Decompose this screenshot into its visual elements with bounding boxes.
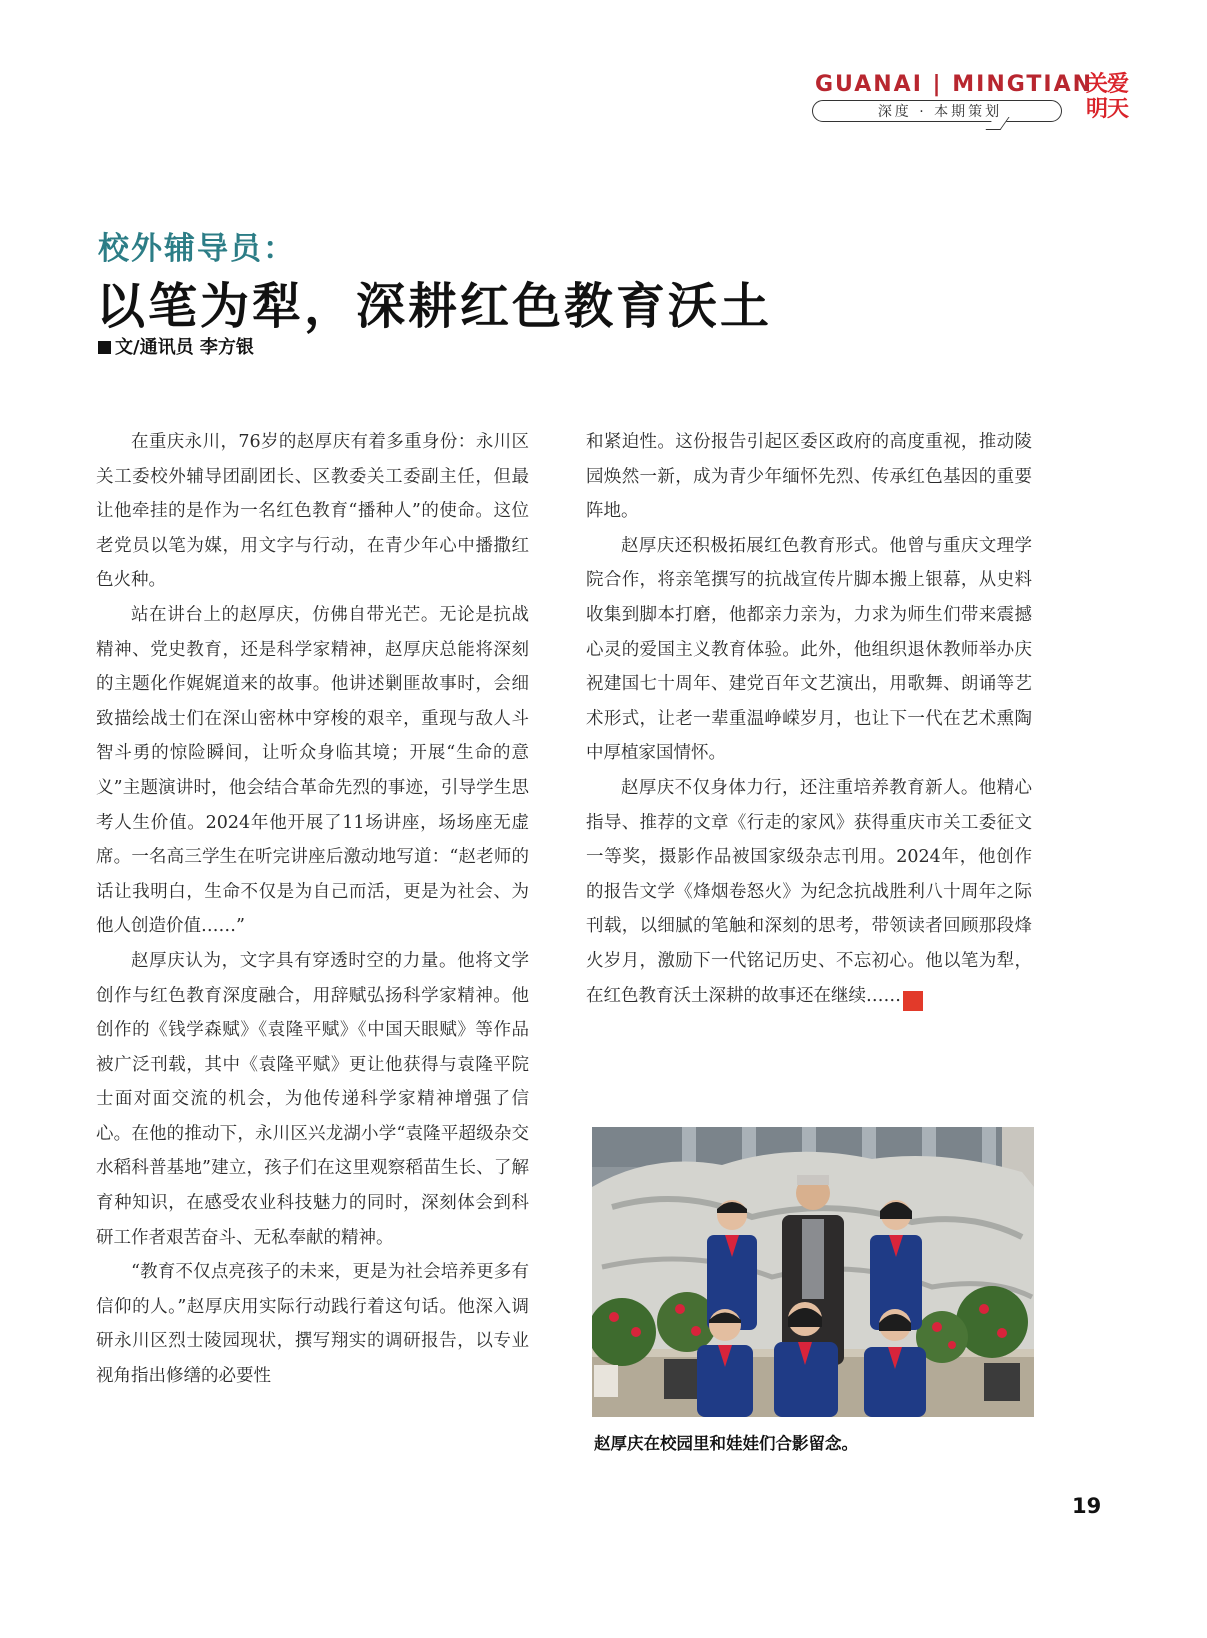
paragraph: 赵厚庆还积极拓展红色教育形式。他曾与重庆文理学院合作，将亲笔撰写的抗战宣传片脚本搬上银幕，从史料收集到脚本打磨，他都亲力亲为，力求为师生们带来震撼心灵的爱国主义教育体验。此外，他组织退休教师举办庆祝建国七十周年、建党百年文艺演出，用歌舞、朗诵等艺术形式，让老一辈重温峥嵘岁月，也让下一代在艺术熏陶中厚植家国情怀。 (586, 535, 1032, 764)
right-column (586, 425, 1032, 1013)
final-paragraph-text: 赵厚庆不仅身体力行，还注重培养教育新人。他精心指导、推荐的文章《行走的家风》获得重庆市关工委征文一等奖，摄影作品被国家级杂志刊用。2024年，他创作的报告文学《烽烟卷怒火》为纪念抗战胜利八十周年之际刊载，以细腻的笔触和深刻的思考，带领读者回顾那段烽火岁月，激励下一代铭记历史、不忘初心。他以笔为犁，在红色教育沃土深耕的故事还在继续…… (586, 777, 1032, 1006)
article-title: 以笔为犁，深耕红色教育沃土 (96, 278, 773, 335)
byline-square-icon (98, 341, 111, 354)
photo-caption: 赵厚庆在校园里和娃娃们合影留念。 (594, 1434, 858, 1453)
left-column (96, 425, 529, 1394)
masthead-english: GUANAI | MINGTIAN (815, 72, 1094, 97)
paragraph: “教育不仅点亮孩子的未来，更是为社会培养更多有信仰的人。”赵厚庆用实际行动践行着这句话。他深入调研永川区烈士陵园现状，撰写翔实的调研报告，以专业视角指出修缮的必要性 (96, 1262, 529, 1387)
final-paragraph (586, 771, 1032, 1013)
end-mark-icon: 关 (903, 991, 923, 1011)
section-label: 深度 · 本期策划 (877, 104, 1003, 120)
article-kicker: 校外辅导员： (98, 231, 296, 267)
byline-text: 文/通讯员 李方银 (115, 337, 254, 358)
page-number: 19 (1072, 1494, 1102, 1518)
group-photo-illustration (592, 1127, 1034, 1417)
logo-line-2: 明天 (1086, 97, 1129, 122)
logo-line-1: 关爱 (1086, 72, 1129, 97)
byline (98, 333, 254, 359)
paragraph: 站在讲台上的赵厚庆，仿佛自带光芒。无论是抗战精神、党史教育，还是科学家精神，赵厚庆总能将深刻的主题化作娓娓道来的故事。他讲述剿匪故事时，会细致描绘战士们在深山密林中穿梭的艰辛，重现与敌人斗智斗勇的惊险瞬间，让听众身临其境；开展“生命的意义”主题演讲时，他会结合革命先烈的事迹，引导学生思考人生价值。2024年他开展了11场讲座，场场座无虚席。一名高三学生在听完讲座后激动地写道：“赵老师的话让我明白，生命不仅是为自己而活，更是为社会、为他人创造价值……” (96, 604, 529, 937)
magazine-logo (1086, 72, 1132, 122)
group-photo (592, 1127, 1034, 1417)
paragraph: 在重庆永川，76岁的赵厚庆有着多重身份：永川区关工委校外辅导团副团长、区教委关工委副主任，但最让他牵挂的是作为一名红色教育“播种人”的使命。这位老党员以笔为媒，用文字与行动，在青少年心中播撒红色火种。 (96, 432, 529, 591)
paragraph-continuation: 和紧迫性。这份报告引起区委区政府的高度重视，推动陵园焕然一新，成为青少年缅怀先烈、传承红色基因的重要阵地。 (586, 432, 1032, 522)
paragraph: 赵厚庆认为，文字具有穿透时空的力量。他将文学创作与红色教育深度融合，用辞赋弘扬科学家精神。他创作的《钱学森赋》《袁隆平赋》《中国天眼赋》等作品被广泛刊载，其中《袁隆平赋》更让他获得与袁隆平院士面对面交流的机会，为他传递科学家精神增强了信心。在他的推动下，永川区兴龙湖小学“袁隆平超级杂交水稻科普基地”建立，孩子们在这里观察稻苗生长、了解育种知识，在感受农业科技魅力的同时，深刻体会到科研工作者艰苦奋斗、无私奉献的精神。 (96, 950, 529, 1248)
